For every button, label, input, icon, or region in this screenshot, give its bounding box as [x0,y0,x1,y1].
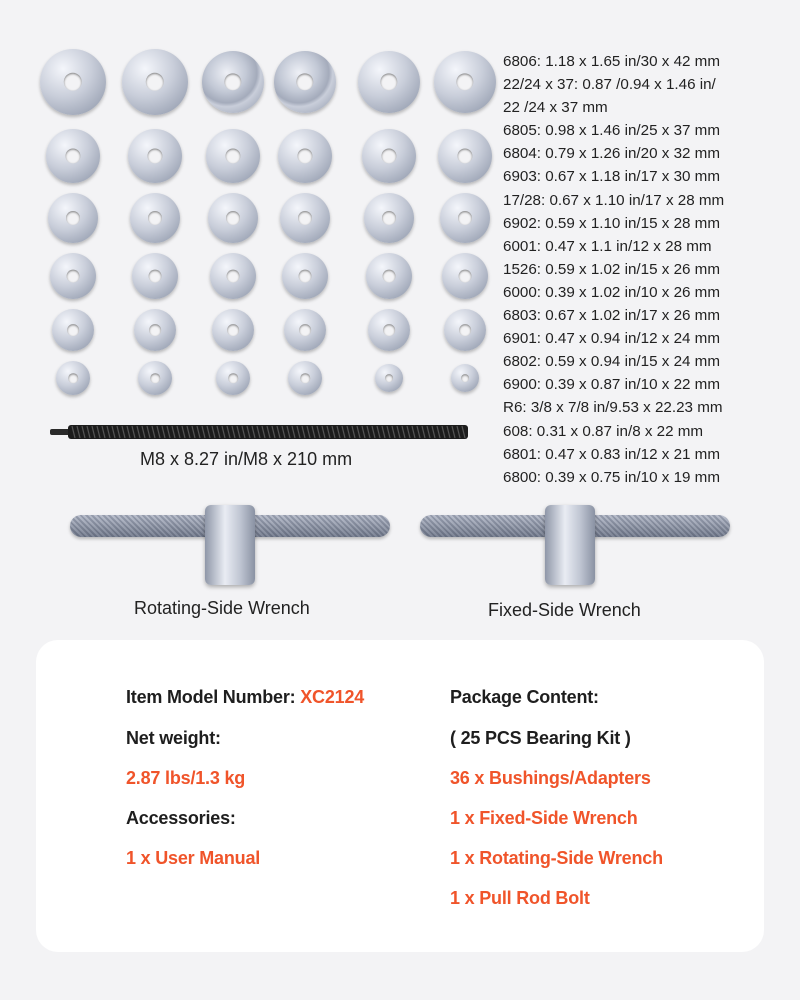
spec-item: 6800: 0.39 x 0.75 in/10 x 19 mm [503,468,720,486]
bushing-adapter [288,361,322,395]
bushing-adapter [138,361,172,395]
bushing-adapter [451,364,479,392]
spec-item: 6804: 0.79 x 1.26 in/20 x 32 mm [503,145,720,163]
spec-item: 6001: 0.47 x 1.1 in/12 x 28 mm [503,237,712,255]
spec-item: 6901: 0.47 x 0.94 in/12 x 24 mm [503,330,720,348]
spec-item: 22/24 x 37: 0.87 /0.94 x 1.46 in/ [503,76,716,94]
fixed-wrench-image [420,505,730,590]
bushing-adapter [274,51,336,113]
bushing-adapter [364,193,414,243]
bushing-adapter [362,129,416,183]
bushing-adapter [278,129,332,183]
bushing-adapter [134,309,176,351]
spec-item: 6805: 0.98 x 1.46 in/25 x 37 mm [503,122,720,140]
bushing-grid [40,50,490,390]
bushing-adapter [280,193,330,243]
spec-item: 6902: 0.59 x 1.10 in/15 x 28 mm [503,214,720,232]
bushing-adapter [216,361,250,395]
bushing-adapter [368,309,410,351]
pull-rod-bolt-image [50,422,470,442]
bushing-adapter [52,309,94,351]
rod-caption: M8 x 8.27 in/M8 x 210 mm [140,449,353,469]
bushing-adapter [50,253,96,299]
bushing-adapter [208,193,258,243]
model-number [126,687,364,708]
bushing-adapter [375,364,403,392]
spec-item: 6806: 1.18 x 1.65 in/30 x 42 mm [503,53,720,70]
rotating-wrench-image [70,505,390,590]
bushing-adapter [132,253,178,299]
package-kit: ( 25 PCS Bearing Kit ) [450,728,631,748]
spec-item: 1526: 0.59 x 1.02 in/15 x 26 mm [503,260,720,278]
bushing-adapter [40,49,106,115]
bearing-spec-list [503,50,795,489]
bushing-adapter [358,51,420,113]
bushing-adapter [284,309,326,351]
spec-item: 17/28: 0.67 x 1.10 in/17 x 28 mm [503,191,725,209]
bushing-adapter [48,193,98,243]
bushing-adapter [46,129,100,183]
accessories-label: Accessories: [126,808,236,828]
package-item: 36 x Bushings/Adapters [450,768,651,788]
bushing-adapter [202,51,264,113]
bushing-adapter [206,129,260,183]
spec-item: 6900: 0.39 x 0.87 in/10 x 22 mm [503,376,720,394]
bushing-adapter [440,193,490,243]
bushing-adapter [444,309,486,351]
spec-item: 6803: 0.67 x 1.02 in/17 x 26 mm [503,307,720,325]
spec-item: R6: 3/8 x 7/8 in/9.53 x 22.23 mm [503,399,723,417]
spec-item: 608: 0.31 x 0.87 in/8 x 22 mm [503,422,704,440]
bushing-adapter [282,253,328,299]
rotating-wrench-caption: Rotating-Side Wrench [134,598,310,618]
bushing-adapter [56,361,90,395]
bushing-adapter [212,309,254,351]
bushing-adapter [128,129,182,183]
package-item: 1 x Pull Rod Bolt [450,888,590,908]
bushing-adapter [438,129,492,183]
accessories-value: 1 x User Manual [126,848,261,868]
bushing-adapter [434,51,496,113]
spec-item: 6802: 0.59 x 0.94 in/15 x 24 mm [503,353,720,371]
bushing-adapter [366,253,412,299]
spec-item: 6903: 0.67 x 1.18 in/17 x 30 mm [503,168,720,186]
bushing-adapter [122,49,188,115]
bushing-adapter [210,253,256,299]
fixed-wrench-caption: Fixed-Side Wrench [488,600,641,620]
bushing-adapter [130,193,180,243]
model-value: XC2124 [300,687,365,707]
weight-value: 2.87 lbs/1.3 kg [126,768,246,788]
product-info-card [36,640,764,952]
spec-item: 6801: 0.47 x 0.83 in/12 x 21 mm [503,445,720,463]
weight-label: Net weight: [126,728,221,748]
model-label: Item Model Number: [126,687,301,707]
package-item: 1 x Rotating-Side Wrench [450,848,663,868]
package-label: Package Content: [450,687,599,707]
package-item: 1 x Fixed-Side Wrench [450,808,638,828]
spec-item: 6000: 0.39 x 1.02 in/10 x 26 mm [503,283,720,301]
spec-item: 22 /24 x 37 mm [503,99,608,117]
bushing-adapter [442,253,488,299]
